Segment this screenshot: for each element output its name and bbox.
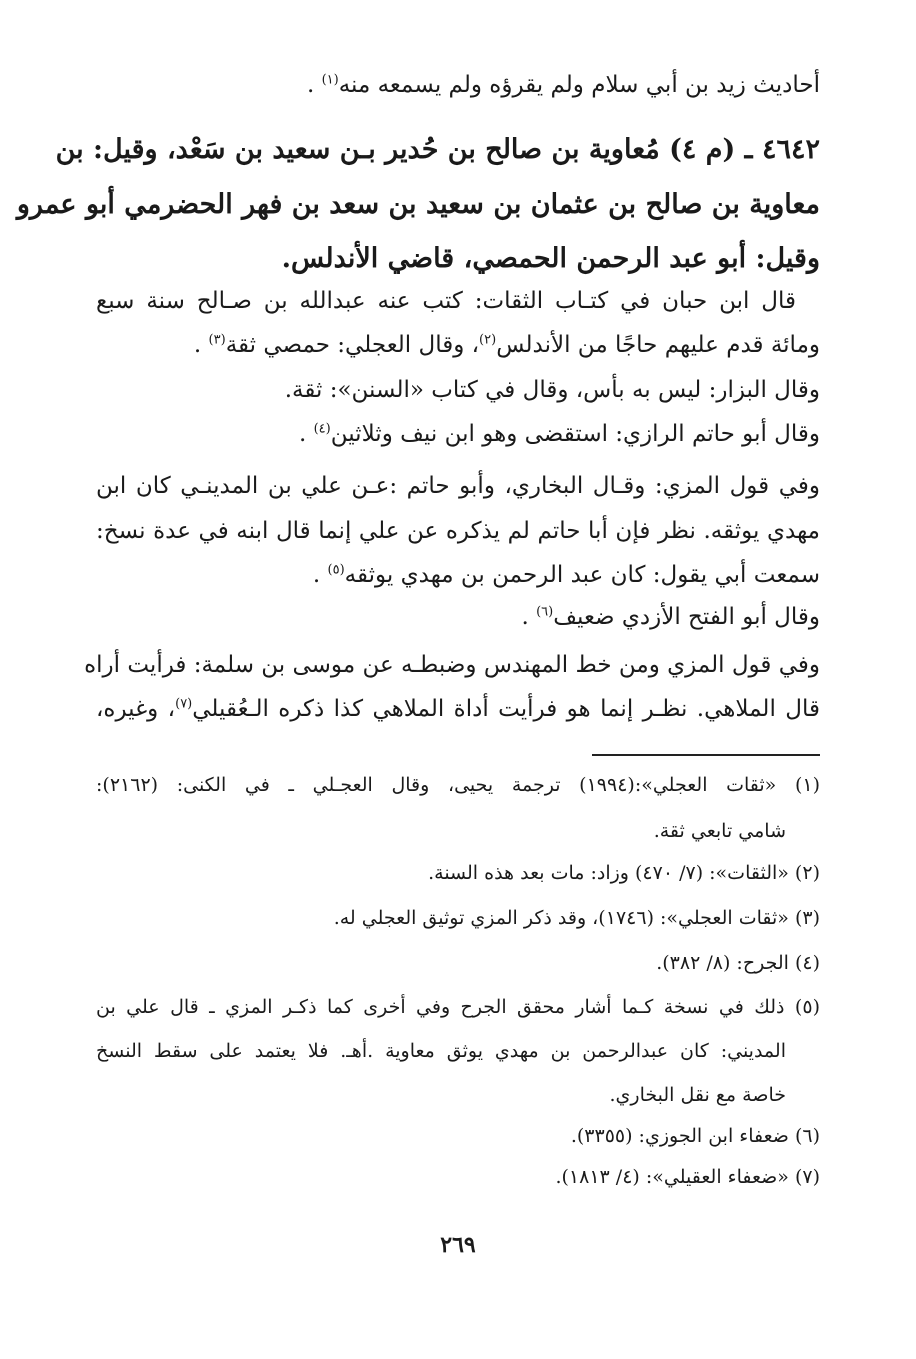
footnote-line-9 [571, 1125, 820, 1147]
footnote-line-10 [555, 1166, 820, 1188]
line-text: وفي قول المزي: وقـال البخاري، وأبو حاتم :عـن علي بن المدينـي كان ابن [96, 473, 820, 499]
main-line-1 [307, 72, 820, 98]
line-text: وقال أبو حاتم الرازي: استقضى وهو ابن نيف وثلاثين [330, 421, 820, 447]
main-line-8 [299, 421, 820, 447]
footnote-text: (٦) ضعفاء ابن الجوزي: (٣٣٥٥). [570, 1125, 820, 1147]
line-text: ٤٦٤٢ ـ (م ٤) مُعاوية بن صالح بن حُدير بـن سعيد بن سَعْد، وقيل: بن [55, 134, 820, 165]
footnote-line-4 [334, 907, 820, 929]
footnote-text: (٥) ذلك في نسخة كـما أشار محقق الجرح وفي أخرى كما ذكـر المزي ـ قال علي بن [96, 996, 820, 1018]
footnote-text: (٣) «ثقات العجلي»: (١٧٤٦)، وقد ذكر المزي توثيق العجلي له. [333, 907, 820, 929]
footnote-mark: (٦) [536, 604, 554, 620]
main-line-11 [313, 562, 820, 588]
main-line-13 [84, 652, 820, 678]
footnote-line-7 [96, 1040, 786, 1062]
entry-heading-line-1 [55, 134, 820, 165]
footnote-line-6 [96, 996, 820, 1018]
line-tail: . [521, 604, 537, 630]
line-text: وفي قول المزي ومن خط المهندس وضبطـه عن موسى بن سلمة: فرأيت أراه [84, 652, 820, 678]
footnote-mark: (٢) [479, 332, 497, 348]
footnote-mark: (٧) [175, 696, 193, 712]
footnote-text: (٤) الجرح: (٨/ ٣٨٢). [656, 952, 820, 974]
line-text: قال الملاهي. نظـر إنما هو فرأيت أداة الملاهي كذا ذكره الـعُقيلي [192, 696, 820, 722]
line-tail: ، وغيره، [96, 696, 176, 722]
main-line-7 [285, 377, 820, 403]
line-text: معاوية بن صالح بن عثمان بن سعيد بن سعد بن فهر الحضرمي أبو عمرو [16, 189, 820, 220]
line-middle: ، وقال العجلي: حمصي ثقة [225, 332, 480, 358]
line-text: مهدي يوثقه. نظر فإن أبا حاتم لم يذكره عن علي إنما قال ابنه في عدة نسخ: [96, 518, 821, 544]
footnote-text: المديني: كان عبدالرحمن بن مهدي يوثق معاوية .أهـ. فلا يعتمد على سقط النسخ [96, 1040, 786, 1062]
line-tail: . [193, 332, 209, 358]
footnote-text: خاصة مع نقل البخاري. [609, 1084, 786, 1106]
line-text: قال ابن حبان في كتـاب الثقات: كتب عنه عبدالله بن صـالح سنة سبع [96, 288, 796, 314]
footnote-line-3 [428, 862, 820, 884]
line-text: ومائة قدم عليهم حاجًا من الأندلس [496, 332, 820, 358]
footnote-mark: (٥) [327, 562, 345, 578]
main-line-14 [96, 696, 820, 722]
line-tail: . [306, 72, 322, 98]
main-line-5 [96, 288, 796, 314]
footnote-separator [592, 754, 820, 756]
footnote-mark: (٣) [208, 332, 226, 348]
line-text: وقال أبو الفتح الأزدي ضعيف [553, 604, 820, 630]
main-line-12 [521, 604, 820, 630]
line-text: أحاديث زيد بن أبي سلام ولم يقرؤه ولم يسمعه منه [338, 72, 820, 98]
line-text: وقيل: أبو عبد الرحمن الحمصي، قاضي الأندلس. [281, 243, 820, 274]
footnote-line-2 [654, 820, 786, 842]
line-text: وقال البزار: ليس به بأس، وقال في كتاب «السنن»: ثقة. [284, 377, 820, 403]
main-line-6 [194, 332, 820, 358]
footnote-line-8 [610, 1084, 787, 1106]
footnote-line-1 [96, 774, 820, 796]
footnote-line-5 [656, 952, 820, 974]
footnote-text: (٧) «ضعفاء العقيلي»: (٤/ ١٨١٣). [555, 1166, 820, 1188]
entry-heading-line-3 [282, 243, 820, 274]
line-tail: . [298, 421, 314, 447]
entry-heading-line-2 [16, 189, 820, 220]
line-tail: . [312, 562, 328, 588]
footnote-text: شامي تابعي ثقة. [653, 820, 786, 842]
footnote-mark: (١) [321, 72, 339, 88]
footnote-text: (١) «ثقات العجلي»:(١٩٩٤) ترجمة يحيى، وقال العجـلي ـ في الكنى: (٢١٦٢): [96, 774, 820, 796]
page-number: ٢٦٩ [440, 1232, 476, 1258]
main-line-10 [96, 518, 820, 544]
footnote-text: (٢) «الثقات»: (٧/ ٤٧٠) وزاد: مات بعد هذه السنة. [428, 862, 820, 884]
line-text: سمعت أبي يقول: كان عبد الرحمن بن مهدي يوثقه [344, 562, 820, 588]
footnote-mark: (٤) [313, 421, 331, 437]
main-line-9 [96, 473, 820, 499]
